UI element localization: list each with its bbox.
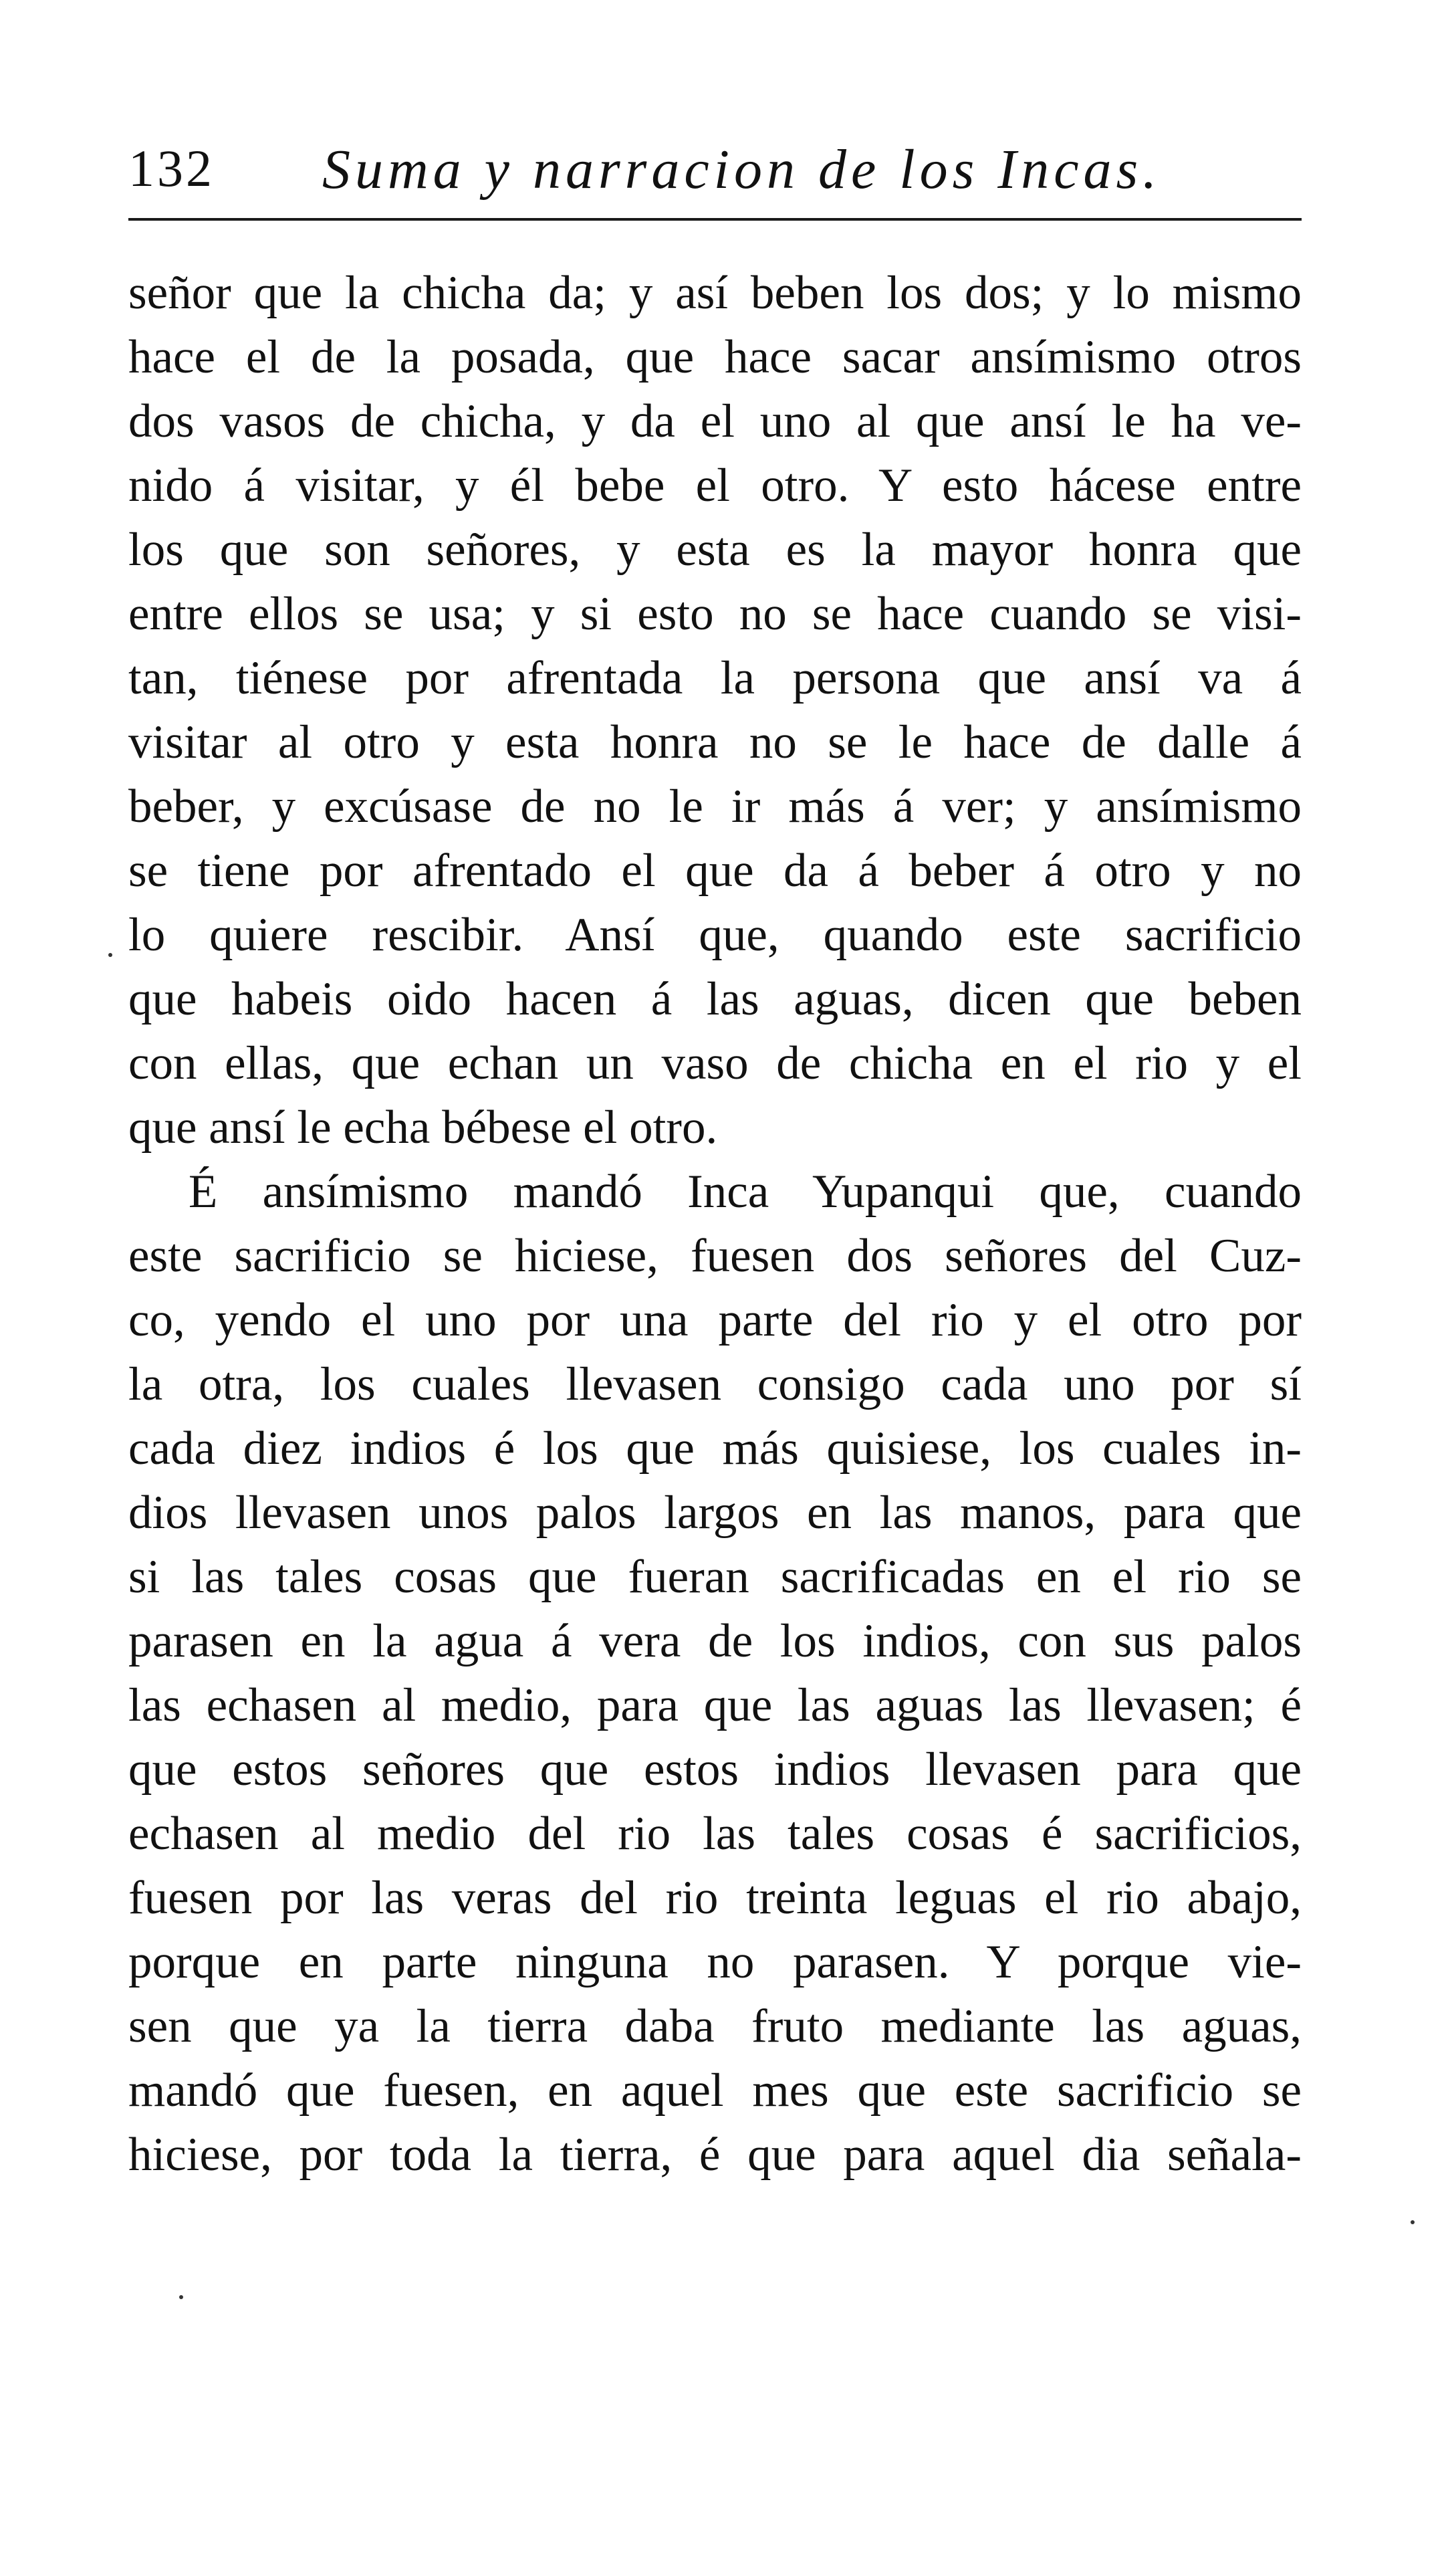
- text-line: que habeis oido hacen á las aguas, dicen que beben: [128, 973, 1302, 1025]
- text-line: dios llevasen unos palos largos en las manos, para que: [128, 1487, 1302, 1539]
- text-line: este sacrificio se hiciese, fuesen dos señores del Cuz-: [128, 1230, 1302, 1282]
- text-line: cada diez indios é los que más quisiese, los cuales in-: [128, 1422, 1302, 1475]
- text-line: hace el de la posada, que hace sacar ansímismo otros: [128, 331, 1302, 383]
- text-line: visitar al otro y esta honra no se le hace de dalle á: [128, 716, 1302, 768]
- text-line: sen que ya la tierra daba fruto mediante las aguas,: [128, 2000, 1302, 2052]
- text-line: tan, tiénese por afrentada la persona que ansí va á: [128, 652, 1302, 704]
- text-line: parasen en la agua á vera de los indios, con sus palos: [128, 1615, 1302, 1667]
- running-title: Suma y narracion de los Incas.: [322, 138, 1162, 201]
- text-line: echasen al medio del rio las tales cosas é sacrificios,: [128, 1808, 1302, 1860]
- text-line: las echasen al medio, para que las aguas las llevasen; é: [128, 1679, 1302, 1731]
- page-header: [128, 124, 1302, 217]
- paragraph-start-line: É ansímismo mandó Inca Yupanqui que, cuando: [189, 1166, 1302, 1218]
- text-line: dos vasos de chicha, y da el uno al que ansí le ha ve-: [128, 395, 1302, 447]
- text-line: la otra, los cuales llevasen consigo cada uno por sí: [128, 1358, 1302, 1410]
- text-line: con ellas, que echan un vaso de chicha en el rio y el: [128, 1037, 1302, 1089]
- print-speck: [108, 953, 112, 957]
- text-line: si las tales cosas que fueran sacrificadas en el rio se: [128, 1551, 1302, 1603]
- text-line: nido á visitar, y él bebe el otro. Y esto hácese entre: [128, 459, 1302, 512]
- body-text: [128, 261, 1302, 2187]
- paragraph-end-line: que ansí le echa bébese el otro.: [128, 1101, 718, 1154]
- text-line: beber, y excúsase de no le ir más á ver; y ansímismo: [128, 780, 1302, 833]
- text-line: hiciese, por toda la tierra, é que para aquel dia señala-: [128, 2129, 1302, 2181]
- text-line: se tiene por afrentado el que da á beber á otro y no: [128, 845, 1302, 897]
- text-line: señor que la chicha da; y así beben los dos; y lo mismo: [128, 267, 1302, 319]
- text-line: que estos señores que estos indios llevasen para que: [128, 1743, 1302, 1796]
- text-line: fuesen por las veras del rio treinta leguas el rio abajo,: [128, 1872, 1302, 1924]
- text-line: mandó que fuesen, en aquel mes que este sacrificio se: [128, 2064, 1302, 2117]
- text-line: entre ellos se usa; y si esto no se hace cuando se visi-: [128, 588, 1302, 640]
- text-line: los que son señores, y esta es la mayor honra que: [128, 524, 1302, 576]
- text-line: lo quiere rescibir. Ansí que, quando este sacrificio: [128, 909, 1302, 961]
- print-speck: [179, 2295, 183, 2299]
- print-speck: [1411, 2220, 1415, 2224]
- page-number: 132: [128, 139, 215, 197]
- header-rule: [128, 218, 1302, 221]
- text-line: porque en parte ninguna no parasen. Y porque vie-: [128, 1936, 1302, 1988]
- text-line: co, yendo el uno por una parte del rio y el otro por: [128, 1294, 1302, 1346]
